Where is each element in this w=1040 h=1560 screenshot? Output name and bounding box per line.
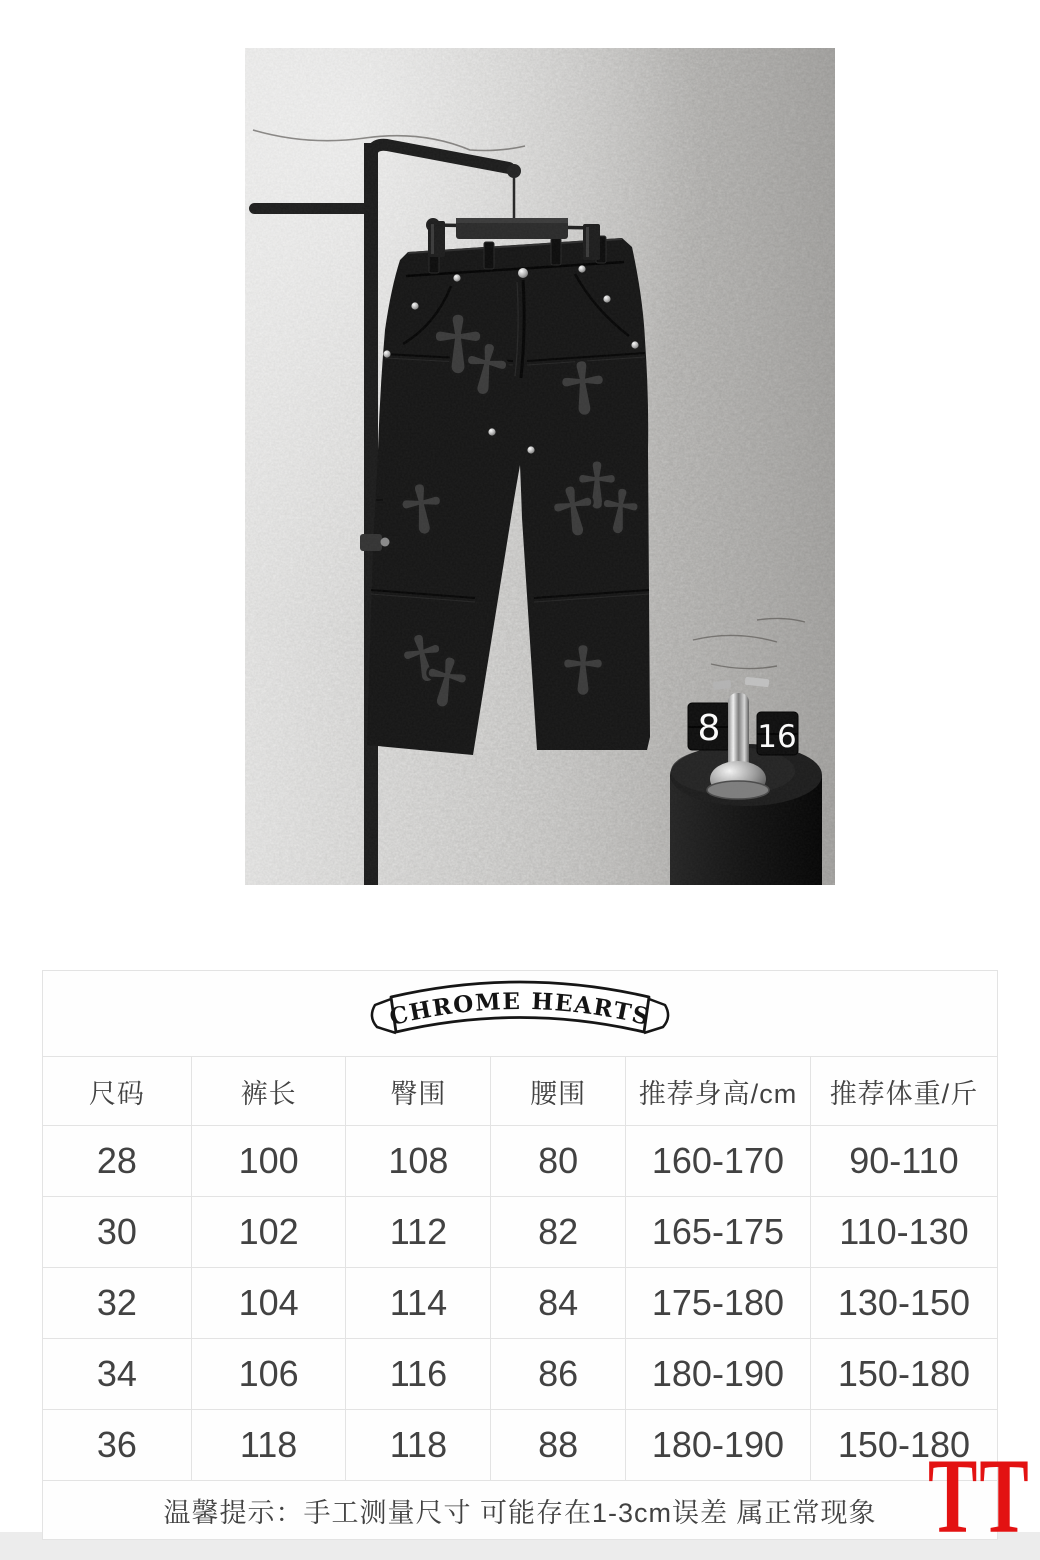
rack-arm-knob [507,164,521,178]
size-row-36 [43,1409,997,1480]
cell-hip: 114 [345,1268,490,1338]
cell-height: 175-180 [625,1268,810,1338]
header-cell-weight: 推荐体重/斤 [810,1057,997,1125]
cell-waist: 82 [490,1197,625,1267]
cell-weight: 130-150 [810,1268,997,1338]
cell-height: 165-175 [625,1197,810,1267]
cell-pant-length: 104 [191,1268,346,1338]
clock-hour-digit: 8 [697,708,721,749]
brand-logo-banner [43,971,997,1056]
cell-size: 28 [96,1140,137,1181]
cell-weight: 110-130 [810,1197,997,1267]
measurement-note: 温馨提示：手工测量尺寸 可能存在1-3cm误差 属正常现象 [43,1480,997,1539]
cell-height: 180-190 [625,1339,810,1409]
cell-waist: 86 [490,1339,625,1409]
cell-pant-length: 100 [191,1126,346,1196]
size-row-28 [43,1125,997,1196]
size-row-32 [43,1267,997,1338]
cell-waist: 84 [490,1268,625,1338]
header-cell-size: 尺码 [88,1078,145,1109]
size-chart [42,970,998,1540]
hanger-clip-right [583,224,600,260]
cell-hip: 112 [345,1197,490,1267]
rack-side-bar [249,203,375,214]
size-row-30 [43,1196,997,1267]
cell-hip: 118 [345,1410,490,1480]
cell-height: 160-170 [625,1126,810,1196]
chrome-hearts-logo [365,975,675,1053]
cell-hip: 116 [345,1339,490,1409]
cell-size: 30 [96,1211,137,1252]
watermark-text: TT [928,1437,1031,1557]
cell-size: 32 [96,1282,137,1323]
header-cell-waist: 腰围 [490,1057,625,1125]
cell-weight: 150-180 [810,1410,997,1480]
header-cell-hip: 臀围 [345,1057,490,1125]
cell-pant-length: 102 [191,1197,346,1267]
cell-hip: 108 [345,1126,490,1196]
cell-waist: 88 [490,1410,625,1480]
cell-waist: 80 [490,1126,625,1196]
brand-logo-text: CHROME HEARTS [386,987,654,1031]
hanger-clip-left [428,221,445,257]
cell-height: 180-190 [625,1410,810,1480]
clock-minute-digits: 16 [757,719,797,755]
header-cell-pant-length: 裤长 [191,1057,346,1125]
header-cell-height: 推荐身高/cm [625,1057,810,1125]
cell-weight: 90-110 [810,1126,997,1196]
cell-size: 34 [96,1353,137,1394]
cell-size: 36 [96,1424,137,1465]
waist-button [518,268,528,278]
cell-pant-length: 106 [191,1339,346,1409]
size-row-34 [43,1338,997,1409]
size-chart-header-row [43,1056,997,1125]
cell-pant-length: 118 [191,1410,346,1480]
cell-weight: 150-180 [810,1339,997,1409]
product-photo [245,48,835,885]
